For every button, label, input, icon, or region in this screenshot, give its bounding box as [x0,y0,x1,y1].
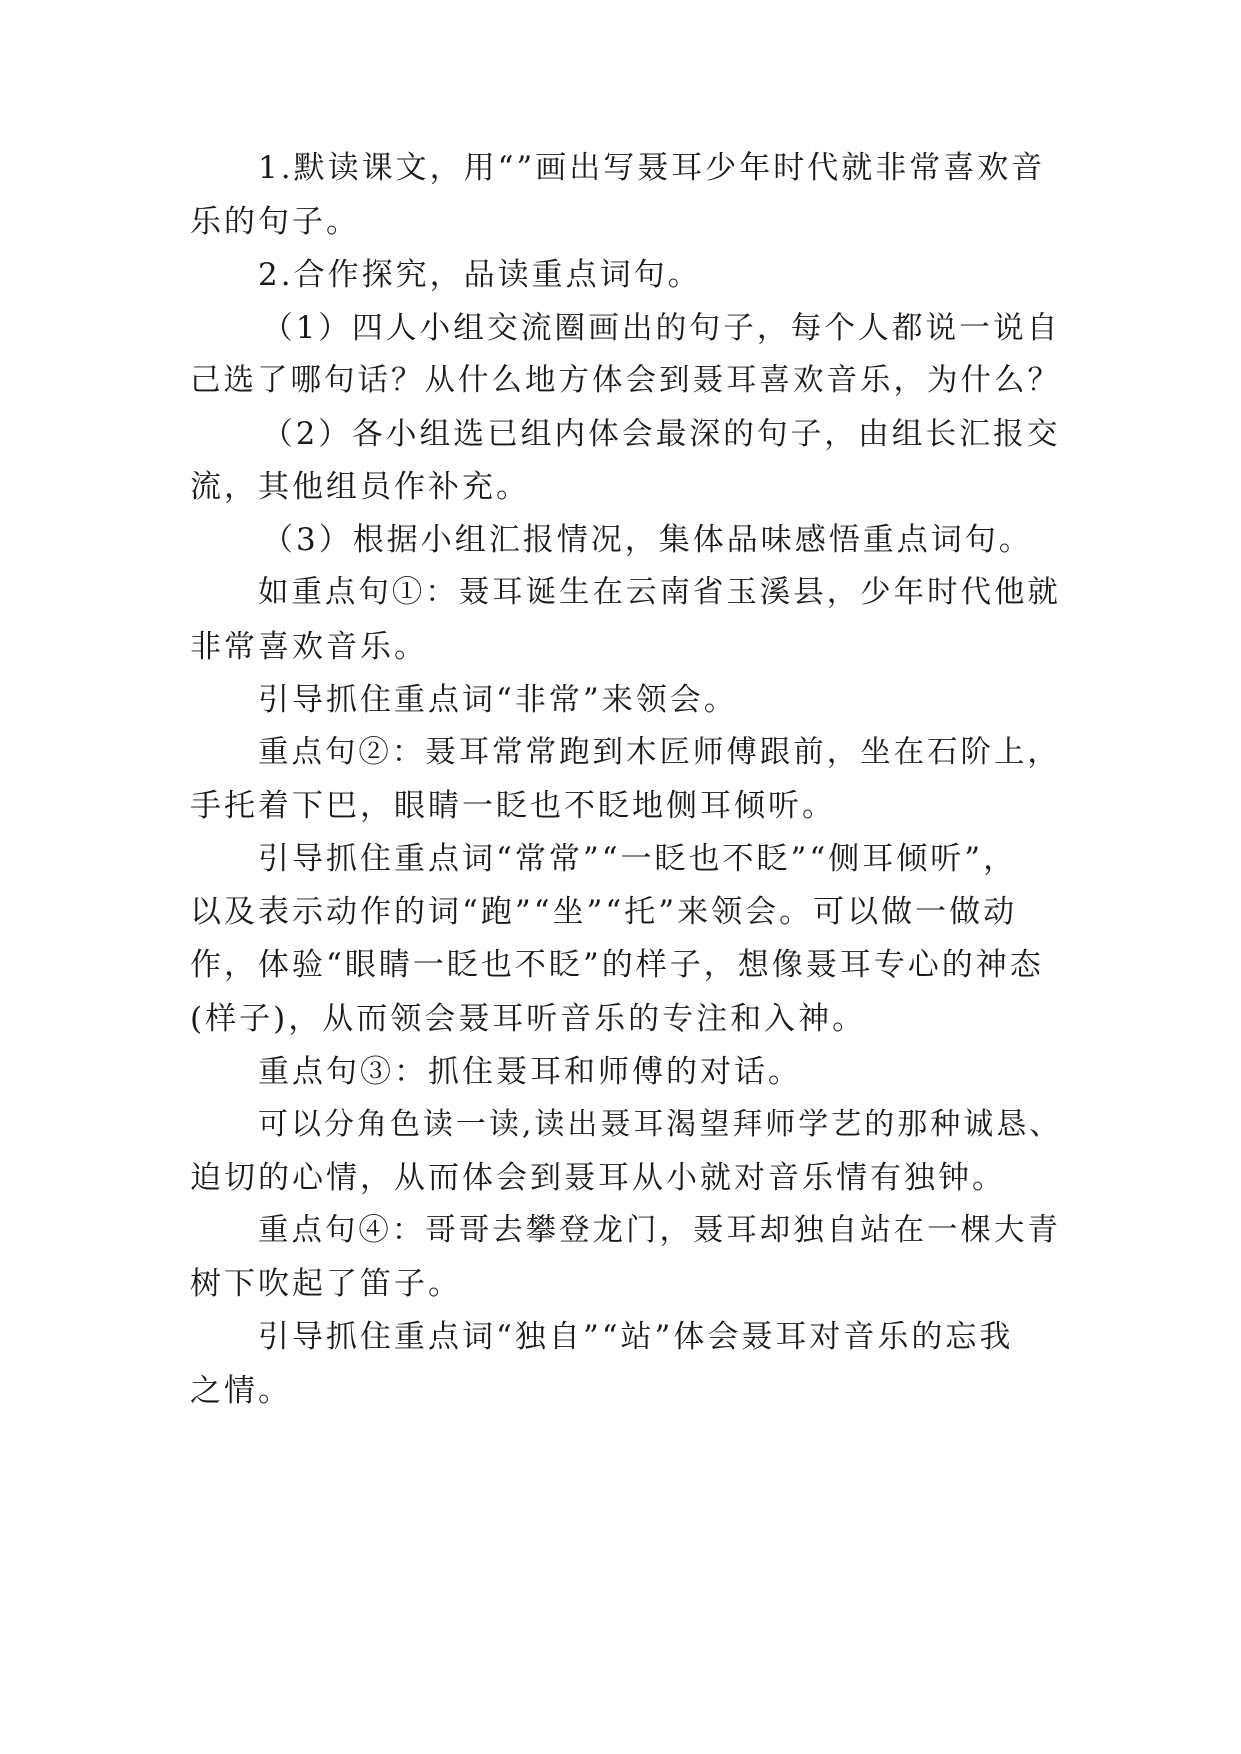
text-line-3: 2.合作探究，品读重点词句。 [258,257,702,293]
text-line-1: 1.默读课文，用“”画出写聂耳少年时代就非常喜欢音 [258,150,1046,186]
text-line-6: （2）各小组选已组内体会最深的句子，由组长汇报交 [262,416,1061,452]
text-line-22: 树下吹起了笛子。 [190,1266,462,1302]
text-line-21: 重点句④：哥哥去攀登龙门，聂耳却独自站在一棵大青 [258,1213,1061,1248]
text-line-20: 迫切的心情，从而体会到聂耳从小就对音乐情有独钟。 [190,1160,1006,1196]
text-line-2: 乐的句子。 [190,204,360,240]
text-line-10: 非常喜欢音乐。 [190,629,428,665]
text-line-11: 引导抓住重点词“非常”来领会。 [258,682,738,718]
text-line-18: 重点句③：抓住聂耳和师傅的对话。 [258,1054,802,1090]
text-line-13: 手托着下巴，眼睛一眨也不眨地侧耳倾听。 [190,788,836,824]
text-line-7: 流，其他组员作补充。 [190,469,530,505]
text-line-23: 引导抓住重点词“独自”“站”体会聂耳对音乐的忘我 [258,1319,1014,1355]
text-line-19: 可以分角色读一读,读出聂耳渴望拜师学艺的那种诚恳、 [258,1107,1063,1142]
text-line-17: (样子)，从而领会聂耳听音乐的专注和入神。 [190,1001,867,1037]
text-line-16: 作，体验“眼睛一眨也不眨”的样子，想像聂耳专心的神态 [190,947,1044,983]
text-line-4: （1）四人小组交流圈画出的句子，每个人都说一说自 [262,310,1061,346]
text-line-9: 如重点句①：聂耳诞生在云南省玉溪县，少年时代他就 [258,575,1061,610]
text-line-5: 己选了哪句话？从什么地方体会到聂耳喜欢音乐，为什么？ [190,363,1061,398]
text-line-24: 之情。 [190,1373,292,1409]
text-line-8: （3）根据小组汇报情况，集体品味感悟重点词句。 [262,522,1033,558]
text-line-14: 引导抓住重点词“常常”“一眨也不眨”“侧耳倾听”， [258,841,1018,877]
text-line-12: 重点句②：聂耳常常跑到木匠师傅跟前，坐在石阶上， [258,735,1061,770]
text-line-15: 以及表示动作的词“跑”“坐”“托”来领会。可以做一做动 [190,894,1018,930]
